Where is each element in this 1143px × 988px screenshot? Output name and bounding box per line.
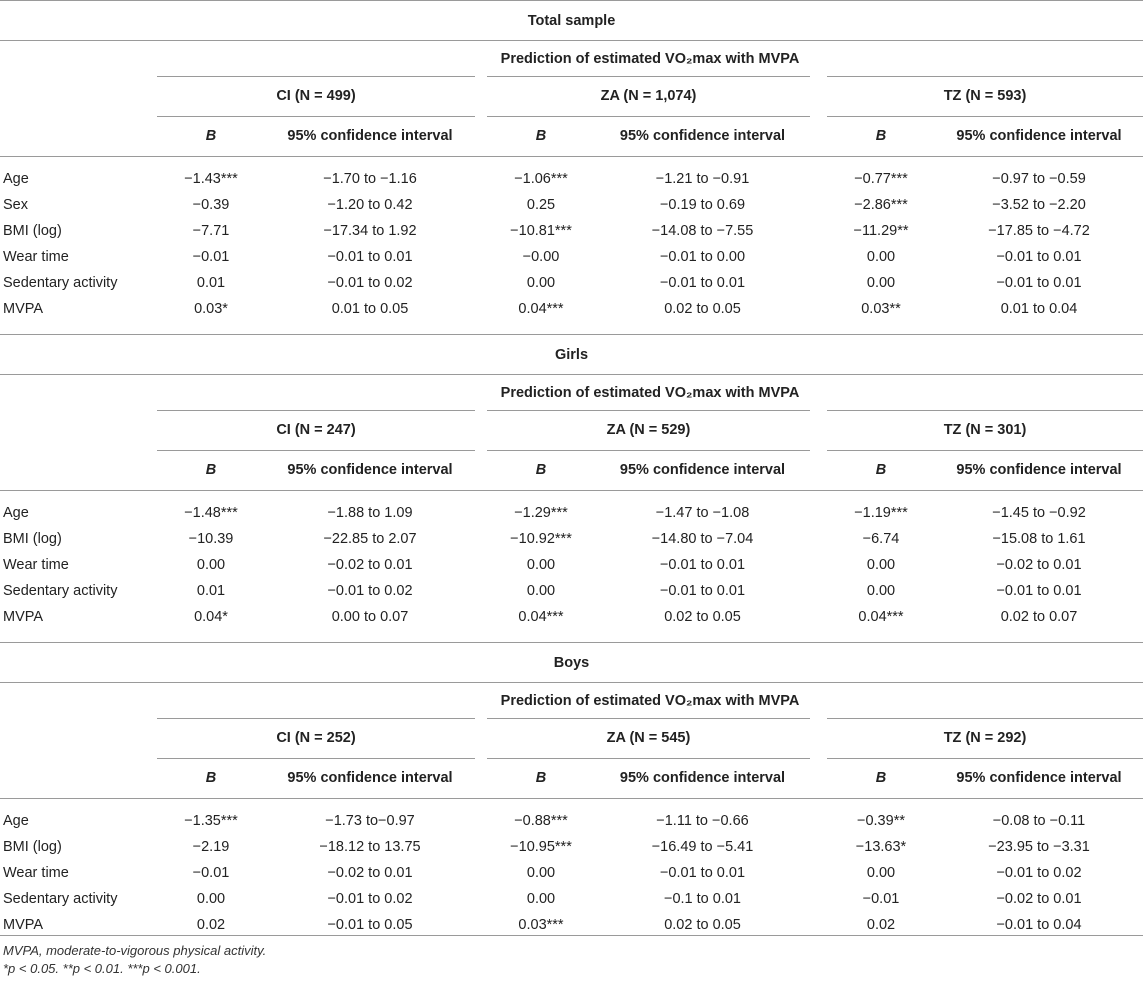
cell-b-value: −10.95*** — [510, 839, 572, 855]
table-row — [0, 860, 1143, 886]
group-rule — [157, 718, 475, 719]
group-rule — [487, 116, 810, 117]
row-label: Wear time — [3, 249, 69, 265]
cell-b-value: 0.00 — [526, 865, 556, 881]
table-row — [0, 808, 1143, 834]
cell-b-value: 0.00 — [526, 557, 556, 573]
table-row — [0, 218, 1143, 244]
cell-ci-value: −1.88 to 1.09 — [327, 505, 413, 521]
cell-b-value: −0.77*** — [854, 171, 908, 187]
group-rule — [157, 76, 475, 77]
cell-ci-value: −0.01 to 0.05 — [327, 917, 413, 933]
row-label: MVPA — [3, 301, 44, 317]
section-gap — [0, 630, 1143, 642]
group-rule — [487, 718, 810, 719]
cell-ci-value: −1.20 to 0.42 — [327, 197, 413, 213]
header-rule — [0, 490, 1143, 500]
country-group-row — [0, 410, 1143, 450]
cell-b-value: −2.19 — [192, 839, 230, 855]
group-rule — [827, 116, 1143, 117]
cell-b-value: −0.39 — [192, 197, 230, 213]
cell-b-value: −1.35*** — [184, 813, 238, 829]
section-title: Girls — [0, 334, 1143, 374]
prediction-header-row — [0, 40, 1143, 76]
cell-ci-value: −22.85 to 2.07 — [323, 531, 417, 547]
header-rule — [0, 156, 1143, 166]
cell-ci-value: −0.01 to 0.01 — [996, 249, 1082, 265]
cell-b-value: 0.00 — [526, 891, 556, 907]
cell-ci-value: 0.02 to 0.05 — [664, 609, 741, 625]
cell-b-value: −1.19*** — [854, 505, 908, 521]
cell-ci-value: −15.08 to 1.61 — [992, 531, 1086, 547]
row-label: Sex — [3, 197, 28, 213]
cell-ci-value: −23.95 to −3.31 — [988, 839, 1090, 855]
country-group-header: CI (N = 247) — [276, 422, 356, 438]
cell-b-value: −1.29*** — [514, 505, 568, 521]
group-rule — [487, 450, 810, 451]
row-label: Wear time — [3, 865, 69, 881]
cell-ci-value: −0.01 to 0.01 — [659, 557, 746, 573]
group-rule — [827, 410, 1143, 411]
cell-ci-value: −1.47 to −1.08 — [655, 505, 750, 521]
country-group-header: CI (N = 252) — [276, 730, 356, 746]
cell-ci-value: −18.12 to 13.75 — [319, 839, 421, 855]
cell-ci-value: −0.19 to 0.69 — [659, 197, 746, 213]
column-header-b: B — [205, 770, 217, 786]
cell-b-value: −10.39 — [188, 531, 234, 547]
row-label: Age — [3, 813, 29, 829]
cell-ci-value: −0.01 to 0.01 — [996, 275, 1082, 291]
cell-b-value: 0.00 — [866, 249, 896, 265]
row-label: MVPA — [3, 609, 44, 625]
column-header-row — [0, 450, 1143, 490]
section-title: Boys — [0, 642, 1143, 682]
cell-b-value: −1.43*** — [184, 171, 238, 187]
cell-b-value: 0.03*** — [518, 917, 564, 933]
column-header-row — [0, 116, 1143, 156]
cell-ci-value: −0.01 to 0.01 — [659, 275, 746, 291]
row-label: Sedentary activity — [3, 583, 118, 599]
row-label: Wear time — [3, 557, 69, 573]
row-label: Age — [3, 171, 29, 187]
column-header-ci: 95% confidence interval — [287, 770, 453, 786]
country-group-row — [0, 76, 1143, 116]
country-group-header: CI (N = 499) — [276, 88, 356, 104]
cell-ci-value: −14.08 to −7.55 — [651, 223, 754, 239]
cell-b-value: −2.86*** — [854, 197, 908, 213]
column-header-b: B — [875, 128, 887, 144]
prediction-header: Prediction of estimated VO₂max with MVPA — [500, 692, 800, 709]
column-header-ci: 95% confidence interval — [619, 128, 786, 144]
table-row — [0, 296, 1143, 322]
group-rule — [827, 758, 1143, 759]
cell-b-value: −0.39** — [857, 813, 905, 829]
section-gap — [0, 322, 1143, 334]
cell-ci-value: −17.34 to 1.92 — [323, 223, 417, 239]
country-group-header: TZ (N = 593) — [943, 88, 1027, 104]
cell-b-value: 0.04* — [194, 609, 228, 625]
prediction-header: Prediction of estimated VO₂max with MVPA — [500, 50, 800, 67]
column-header-b: B — [205, 462, 217, 478]
column-header-b: B — [535, 770, 547, 786]
group-rule — [157, 116, 475, 117]
cell-ci-value: −0.01 to 0.01 — [659, 865, 746, 881]
cell-ci-value: −0.02 to 0.01 — [996, 557, 1082, 573]
cell-ci-value: −1.21 to −0.91 — [655, 171, 750, 187]
cell-b-value: 0.00 — [866, 865, 896, 881]
column-header-ci: 95% confidence interval — [956, 128, 1122, 144]
cell-b-value: 0.01 — [196, 583, 226, 599]
row-label: Sedentary activity — [3, 891, 118, 907]
cell-ci-value: −14.80 to −7.04 — [651, 531, 754, 547]
column-header-b: B — [875, 770, 887, 786]
country-group-header: ZA (N = 1,074) — [600, 88, 697, 104]
cell-ci-value: −1.45 to −0.92 — [992, 505, 1086, 521]
cell-b-value: 0.00 — [196, 557, 226, 573]
cell-b-value: 0.04*** — [518, 609, 564, 625]
country-group-header: ZA (N = 545) — [606, 730, 691, 746]
cell-b-value: −1.06*** — [514, 171, 568, 187]
group-rule — [487, 410, 810, 411]
country-group-header: TZ (N = 292) — [943, 730, 1027, 746]
cell-b-value: −10.81*** — [510, 223, 572, 239]
table-row — [0, 192, 1143, 218]
cell-ci-value: 0.01 to 0.04 — [1000, 301, 1078, 317]
table-row — [0, 500, 1143, 526]
row-label: Age — [3, 505, 29, 521]
cell-b-value: 0.02 — [866, 917, 896, 933]
cell-b-value: −0.88*** — [514, 813, 568, 829]
country-group-header: ZA (N = 529) — [606, 422, 691, 438]
row-label: Sedentary activity — [3, 275, 118, 291]
cell-ci-value: −0.01 to 0.02 — [327, 891, 413, 907]
cell-ci-value: −0.02 to 0.01 — [327, 557, 413, 573]
column-header-ci: 95% confidence interval — [619, 770, 786, 786]
row-label: MVPA — [3, 917, 44, 933]
cell-ci-value: −0.01 to 0.00 — [659, 249, 746, 265]
group-rule — [157, 450, 475, 451]
cell-ci-value: 0.02 to 0.05 — [664, 917, 741, 933]
cell-b-value: 0.00 — [866, 275, 896, 291]
column-header-ci: 95% confidence interval — [956, 770, 1122, 786]
cell-ci-value: −17.85 to −4.72 — [988, 223, 1090, 239]
cell-b-value: 0.00 — [866, 583, 896, 599]
cell-ci-value: −0.01 to 0.02 — [327, 583, 413, 599]
group-rule — [487, 76, 810, 77]
table-row — [0, 604, 1143, 630]
cell-ci-value: −0.02 to 0.01 — [996, 891, 1082, 907]
cell-ci-value: −3.52 to −2.20 — [992, 197, 1086, 213]
column-header-ci: 95% confidence interval — [287, 128, 453, 144]
cell-ci-value: −0.01 to 0.02 — [996, 865, 1082, 881]
table-row — [0, 834, 1143, 860]
column-header-b: B — [535, 128, 547, 144]
cell-b-value: −0.01 — [192, 249, 230, 265]
table-row — [0, 166, 1143, 192]
cell-b-value: −0.01 — [192, 865, 230, 881]
row-label: BMI (log) — [3, 223, 62, 239]
row-label: BMI (log) — [3, 839, 62, 855]
prediction-header: Prediction of estimated VO₂max with MVPA — [500, 384, 800, 401]
prediction-header-row — [0, 682, 1143, 718]
table-row — [0, 270, 1143, 296]
group-rule — [827, 450, 1143, 451]
cell-b-value: −7.71 — [192, 223, 230, 239]
cell-ci-value: −0.01 to 0.01 — [327, 249, 413, 265]
prediction-header-row — [0, 374, 1143, 410]
cell-ci-value: −0.01 to 0.01 — [659, 583, 746, 599]
cell-ci-value: 0.02 to 0.07 — [1000, 609, 1078, 625]
cell-b-value: 0.25 — [526, 197, 556, 213]
country-group-row — [0, 718, 1143, 758]
cell-ci-value: −1.73 to−0.97 — [325, 813, 415, 829]
section-title: Total sample — [0, 0, 1143, 40]
cell-b-value: 0.04*** — [518, 301, 564, 317]
cell-b-value: 0.00 — [196, 891, 226, 907]
cell-b-value: 0.03* — [194, 301, 228, 317]
cell-ci-value: −1.11 to −0.66 — [656, 813, 749, 829]
cell-b-value: 0.04*** — [858, 609, 904, 625]
group-rule — [827, 718, 1143, 719]
cell-b-value: 0.00 — [526, 583, 556, 599]
row-label: BMI (log) — [3, 531, 62, 547]
cell-ci-value: 0.00 to 0.07 — [331, 609, 409, 625]
cell-b-value: −0.00 — [522, 249, 560, 265]
cell-b-value: 0.02 — [196, 917, 226, 933]
cell-b-value: 0.00 — [526, 275, 556, 291]
cell-ci-value: −16.49 to −5.41 — [651, 839, 754, 855]
cell-ci-value: −0.08 to −0.11 — [992, 813, 1086, 829]
cell-b-value: −11.29** — [853, 223, 909, 239]
group-rule — [487, 758, 810, 759]
cell-b-value: 0.03** — [861, 301, 901, 317]
column-header-row — [0, 758, 1143, 798]
cell-ci-value: −0.01 to 0.04 — [996, 917, 1082, 933]
group-rule — [827, 76, 1143, 77]
cell-b-value: −6.74 — [862, 531, 900, 547]
cell-b-value: −13.63* — [855, 839, 907, 855]
cell-b-value: −10.92*** — [510, 531, 572, 547]
cell-ci-value: −0.1 to 0.01 — [664, 891, 741, 907]
column-header-ci: 95% confidence interval — [956, 462, 1122, 478]
cell-b-value: 0.00 — [866, 557, 896, 573]
cell-ci-value: −0.97 to −0.59 — [992, 171, 1086, 187]
group-rule — [157, 410, 475, 411]
column-header-b: B — [535, 462, 547, 478]
table-row — [0, 886, 1143, 912]
column-header-ci: 95% confidence interval — [287, 462, 453, 478]
table-row — [0, 552, 1143, 578]
cell-ci-value: −0.01 to 0.02 — [327, 275, 413, 291]
cell-b-value: 0.01 — [196, 275, 226, 291]
cell-b-value: −0.01 — [862, 891, 900, 907]
group-rule — [157, 758, 475, 759]
country-group-header: TZ (N = 301) — [943, 422, 1027, 438]
cell-ci-value: −0.02 to 0.01 — [327, 865, 413, 881]
column-header-ci: 95% confidence interval — [619, 462, 786, 478]
table-footnote — [0, 935, 1143, 978]
cell-ci-value: −0.01 to 0.01 — [996, 583, 1082, 599]
column-header-b: B — [875, 462, 887, 478]
footnote-significance: *p < 0.05. **p < 0.01. ***p < 0.001. — [3, 961, 201, 976]
table-row — [0, 578, 1143, 604]
table-row — [0, 526, 1143, 552]
column-header-b: B — [205, 128, 217, 144]
cell-ci-value: 0.02 to 0.05 — [664, 301, 741, 317]
cell-b-value: −1.48*** — [184, 505, 238, 521]
cell-ci-value: 0.01 to 0.05 — [331, 301, 409, 317]
cell-ci-value: −1.70 to −1.16 — [323, 171, 417, 187]
header-rule — [0, 798, 1143, 808]
table-row — [0, 244, 1143, 270]
footnote-abbreviation: MVPA, moderate-to-vigorous physical activity. — [3, 943, 267, 958]
